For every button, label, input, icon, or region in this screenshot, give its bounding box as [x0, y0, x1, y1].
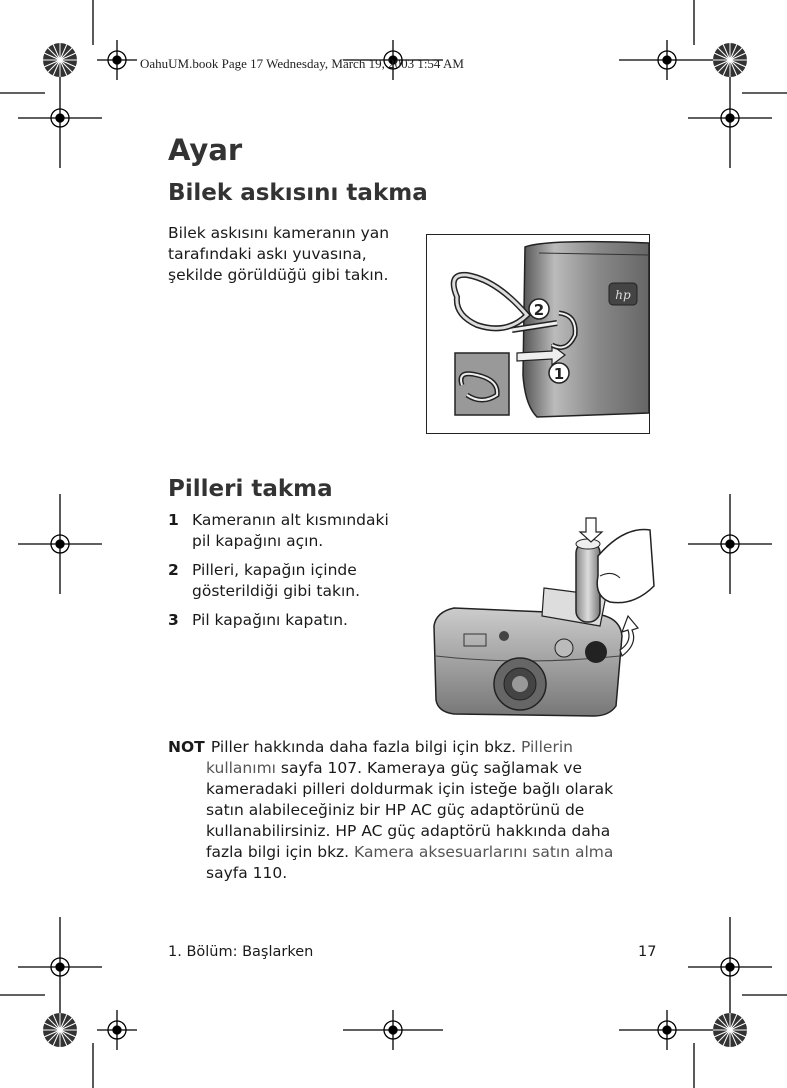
- step-text: Pil kapağını kapatın.: [192, 611, 348, 629]
- strap-section-heading: Bilek askısını takma: [168, 180, 428, 206]
- battery-step: [168, 560, 408, 602]
- battery-insertion-figure: [424, 516, 656, 722]
- accessories-link[interactable]: Kamera aksesuarlarını satın alma: [354, 843, 614, 861]
- footer-chapter: 1. Bölüm: Başlarken: [168, 944, 314, 960]
- step-number: 3: [168, 611, 179, 629]
- note-text: Piller hakkında daha fazla bilgi için bkz.: [206, 738, 521, 756]
- note-block: [168, 737, 646, 884]
- print-header: OahuUM.book Page 17 Wednesday, March 19, 2003 1:54 AM: [140, 56, 464, 71]
- battery-step: [168, 610, 408, 631]
- figure-callout-2: 2: [533, 301, 545, 319]
- wrist-strap-figure: [426, 234, 650, 434]
- note-label: NOT: [168, 738, 205, 756]
- battery-usage-link[interactable]: Pillerin kullanımı: [206, 738, 573, 777]
- battery-step: [168, 510, 408, 552]
- step-text: Pilleri, kapağın içinde gösterildiği gibi takın.: [192, 561, 361, 600]
- note-text: sayfa 110.: [206, 864, 288, 882]
- note-text: sayfa 107. Kameraya güç sağlamak ve kameradaki pilleri doldurmak için isteğe bağlı olarak satın alabileceğiniz bir HP AC güç adaptörünü de kullanabilirsiniz. HP AC güç adaptörü hakkında daha fazla bilgi için bkz.: [206, 759, 614, 861]
- strap-instructions: Bilek askısını kameranın yan tarafındaki askı yuvasına, şekilde görüldüğü gibi takın.: [168, 224, 390, 284]
- page-number: 17: [638, 944, 657, 960]
- step-number: 1: [168, 511, 179, 529]
- step-text: Kameranın alt kısmındaki pil kapağını açın.: [192, 511, 389, 550]
- step-number: 2: [168, 561, 179, 579]
- battery-steps-list: [168, 510, 408, 639]
- figure-callout-1: 1: [553, 365, 565, 383]
- hp-logo: hp: [615, 288, 631, 302]
- battery-section-heading: Pilleri takma: [168, 476, 333, 502]
- page-title: Ayar: [168, 133, 243, 167]
